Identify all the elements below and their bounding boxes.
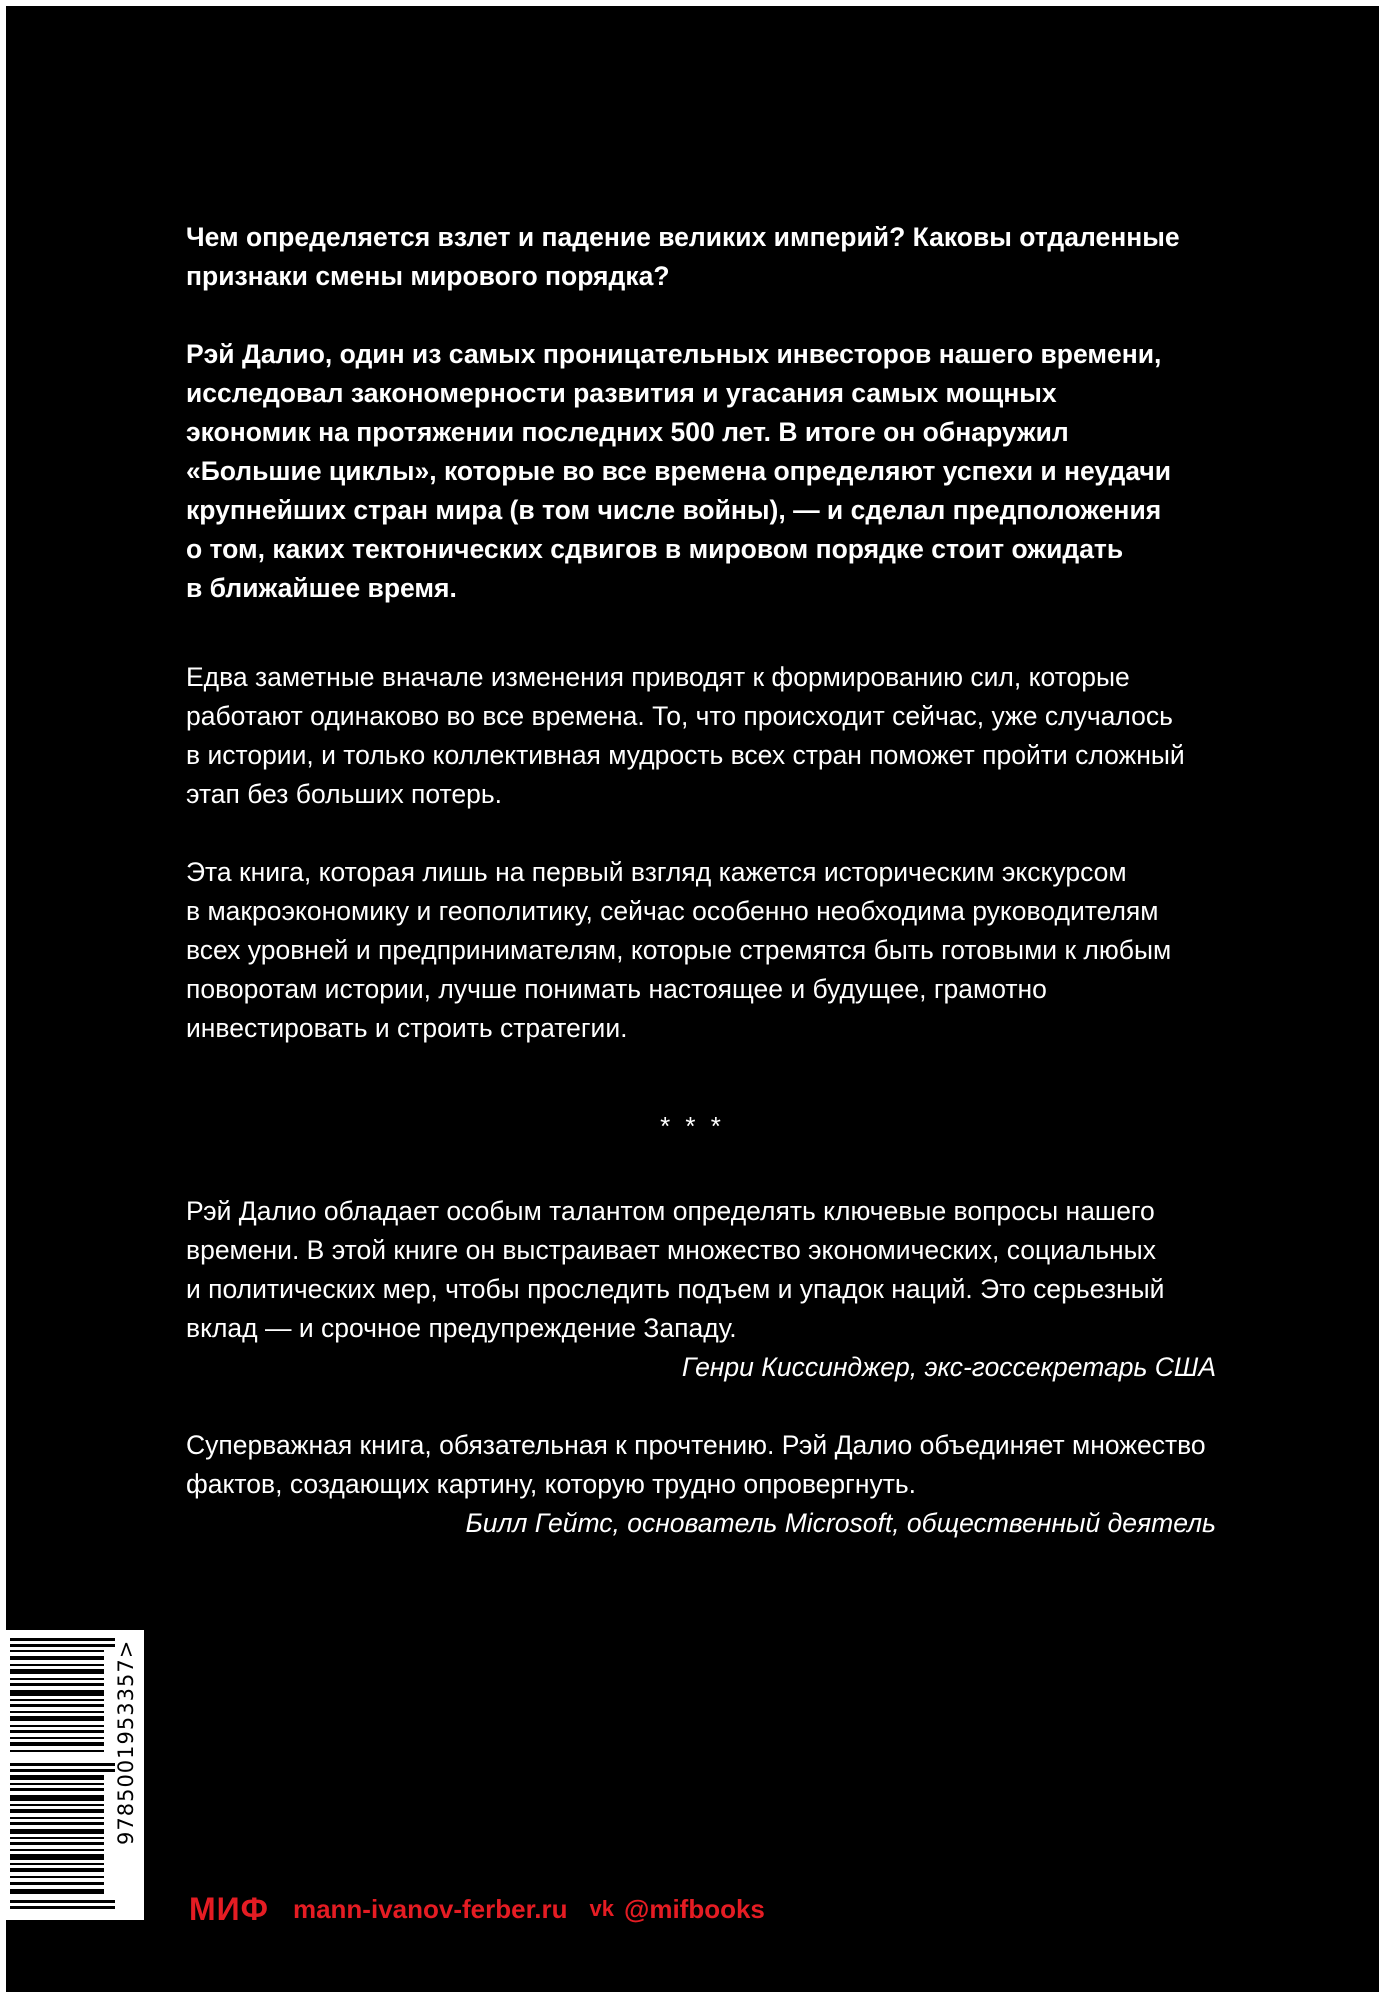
intro-block <box>186 218 1216 608</box>
social-handle: @mifbooks <box>623 1893 765 1924</box>
section-separator: * * * <box>660 1111 725 1141</box>
book-back-cover <box>6 6 1379 1992</box>
publisher-logo: МИФ <box>189 1890 269 1927</box>
body-paragraph-2: Эта книга, которая лишь на первый взгляд кажется историческим экскурсом в макроэкономику и геополитику, сейчас особенно необходима руководителям всех уровней и предпринимателям, которые стремятся быть готовыми к любым поворотам истории, лучше понимать настоящее и будущее, грамотно инвестировать и строить стратегии. <box>186 857 1172 1043</box>
publisher-website: mann-ivanov-ferber.ru <box>292 1893 568 1924</box>
quote-gates-author: Билл Гейтс, основатель Microsoft, общественный деятель <box>465 1508 1216 1538</box>
quote-gates: Суперважная книга, обязательная к прочтению. Рэй Далио объединяет множество фактов, создающих картину, которую трудно опровергнуть. <box>186 1430 1206 1499</box>
body-paragraph-1: Едва заметные вначале изменения приводят к формированию сил, которые работают одинаково во все времена. То, что происходит сейчас, уже случалось в истории, и только коллективная мудрость всех стран поможет пройти сложный этап без больших потерь. <box>186 662 1185 809</box>
intro-question: Чем определяется взлет и падение великих империй? Каковы отдаленные признаки смены мирового порядка? <box>186 222 1180 291</box>
isbn-barcode <box>6 1630 144 1920</box>
vk-icon: vk <box>589 1896 614 1921</box>
body-block <box>186 658 1216 1048</box>
quote-kissinger-author: Генри Киссинджер, экс-госсекретарь США <box>681 1352 1216 1382</box>
quote-block <box>186 1192 1216 1543</box>
barcode-digits: 9785001953357> <box>114 1640 138 1846</box>
publisher-footer <box>189 1889 765 1929</box>
intro-description: Рэй Далио, один из самых проницательных инвесторов нашего времени, исследовал закономерности развития и угасания самых мощных экономик на протяжении последних 500 лет. В итоге он обнаружил «Большие циклы», которые во все времена определяют успехи и неудачи крупнейших стран мира (в том числе войны), — и сделал предположения о том, каких тектонических сдвигов в мировом порядке стоит ожидать в ближайшее время. <box>186 339 1172 603</box>
barcode-bars <box>10 1638 115 1912</box>
quote-kissinger: Рэй Далио обладает особым талантом определять ключевые вопросы нашего времени. В этой книге он выстраивает множество экономических, социальных и политических мер, чтобы проследить подъем и упадок наций. Это серьезный вклад — и срочное предупреждение Западу. <box>186 1196 1165 1343</box>
